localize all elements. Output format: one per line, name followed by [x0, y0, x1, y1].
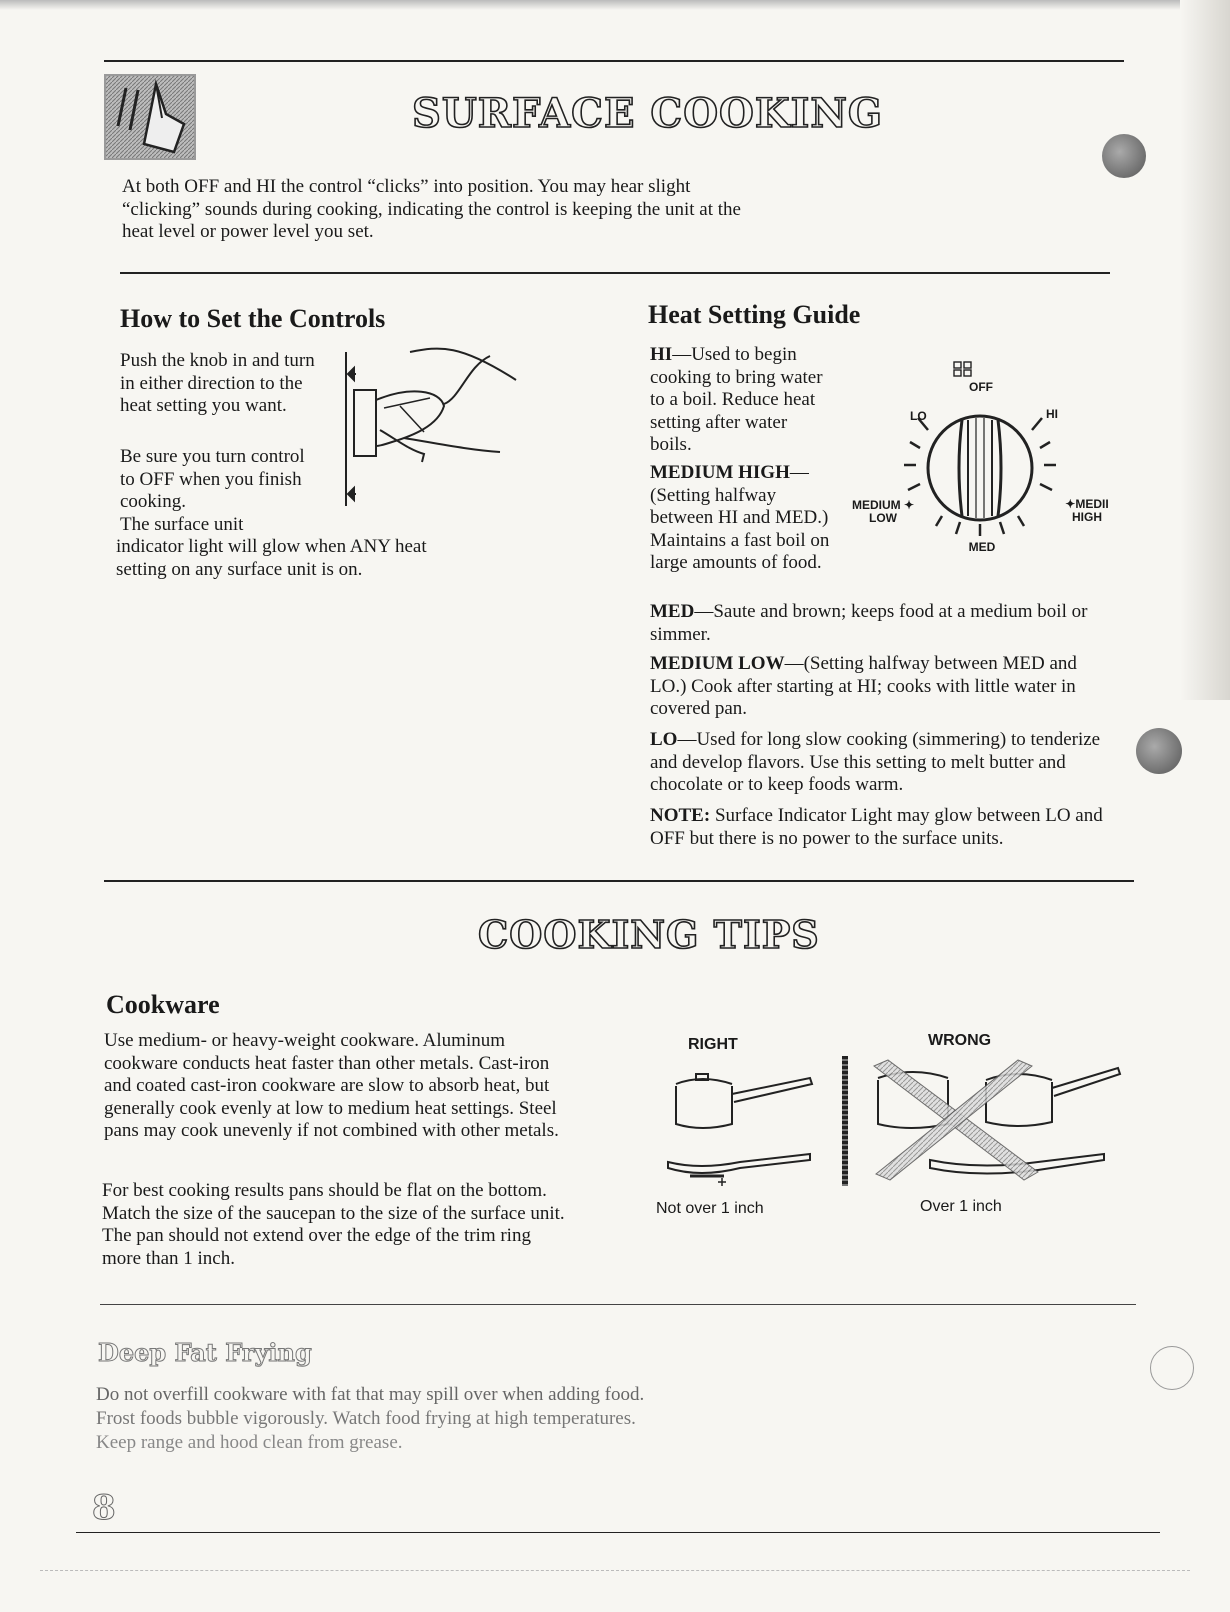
deep-fry-top-rule: [100, 1304, 1136, 1305]
binder-hole-top: [1102, 134, 1146, 178]
controls-p3-a: The surface unit: [120, 514, 244, 535]
guide-med-term: MED: [650, 601, 695, 622]
dial-label-medium-low-1: MEDIUM: [851, 498, 901, 512]
guide-lo: [650, 729, 1120, 797]
guide-note-text: Surface Indicator Light may glow between LO and OFF but there is no power to the surface units.: [650, 805, 1103, 849]
scan-top-edge: [0, 0, 1230, 10]
scan-right-edge: [1180, 0, 1230, 700]
guide-lo-term: LO: [650, 729, 678, 750]
guide-mh-text: — (Setting halfway between HI and MED.) Maintains a fast boil on large amounts of food.: [650, 462, 830, 573]
cookware-heading: Cookware: [106, 990, 220, 1019]
dial-label-medium-high-2: HIGH: [1072, 510, 1102, 524]
dial-label-medium-low-2: LOW: [869, 511, 897, 525]
controls-p1: Push the knob in and turn in either direction to the heat setting you want.: [120, 350, 315, 416]
dial-mh-indicator-icon: ✦: [1065, 497, 1076, 511]
guide-lo-text: —Used for long slow cooking (simmering) to tenderize and develop flavors. Use this setting to melt butter and chocolate or to keep foods warm.: [650, 729, 1101, 795]
tips-top-rule: [104, 880, 1134, 882]
dial-label-medium-high: [1052, 498, 1122, 524]
guide-heading: Heat Setting Guide: [648, 300, 861, 329]
dial-label-medium-high-1: MEDII: [1075, 497, 1109, 511]
surface-cooking-logo: [104, 74, 196, 160]
dial-ml-indicator-icon: ✦: [903, 498, 915, 512]
controls-p3-b: indicator light will glow when ANY heat setting on any surface unit is on.: [116, 536, 427, 580]
right-label: RIGHT: [688, 1036, 738, 1053]
cookware-p2: For best cooking results pans should be flat on the bottom. Match the size of the saucepan to the size of the surface unit. The pan should not extend over the edge of the trim ring more than 1 inch.: [102, 1180, 565, 1269]
right-wrong-divider: [842, 1056, 848, 1186]
guide-medium-low: [650, 653, 1110, 721]
fry-line-2: Frost foods bubble vigorously. Watch food frying at high temperatures.: [96, 1408, 636, 1429]
guide-hi: [650, 344, 830, 457]
controls-heading: How to Set the Controls: [120, 304, 386, 333]
dial-label-off: OFF: [969, 380, 993, 394]
cookware-p1: Use medium- or heavy-weight cookware. Aluminum cookware conducts heat faster than other metals. Cast-iron and coated cast-iron cookware are slow to absorb heat, but generally cook evenly at low to medium heat settings. Steel pans may cook unevenly if not combined with other metals.: [104, 1030, 559, 1141]
guide-med-text: —Saute and brown; keeps food at a medium boil or simmer.: [650, 601, 1088, 645]
page-number: 8: [92, 1488, 116, 1528]
right-caption: Not over 1 inch: [656, 1200, 764, 1217]
fry-line-1: Do not overfill cookware with fat that may spill over when adding food.: [96, 1384, 645, 1405]
wrong-pans-illustration: [868, 1052, 1128, 1192]
header-top-rule: [104, 60, 1124, 62]
cooking-tips-title: COOKING TIPS: [478, 912, 820, 957]
deep-fat-frying-heading: Deep Fat Frying: [98, 1338, 312, 1367]
guide-hi-term: HI: [650, 344, 673, 365]
intro-paragraph: At both OFF and HI the control “clicks” into position. You may hear slight “clicking” sounds during cooking, indicating the control is keeping the unit at the heat level or power level you set.: [122, 176, 741, 242]
wrong-caption: Over 1 inch: [920, 1198, 1002, 1215]
dial-label-med: MED: [968, 540, 996, 554]
control-dial-diagram: [840, 350, 1120, 570]
guide-mh-term: MEDIUM HIGH: [650, 462, 790, 483]
intro-bottom-rule: [120, 272, 1110, 274]
guide-hi-text: —Used to begin cooking to bring water to a boil. Reduce heat setting after water boils.: [650, 344, 823, 455]
page-title: SURFACE COOKING: [412, 90, 884, 137]
dial-label-lo: LO: [910, 409, 927, 423]
controls-p2: Be sure you turn control to OFF when you finish cooking.: [120, 446, 305, 512]
fry-line-3: Keep range and hood clean from grease.: [96, 1432, 403, 1453]
guide-note: [650, 805, 1110, 850]
guide-note-term: NOTE:: [650, 805, 711, 826]
right-pan-illustration: [660, 1062, 830, 1192]
wrong-label: WRONG: [928, 1032, 992, 1049]
scan-bottom-noise: [40, 1570, 1190, 1571]
guide-med: [650, 601, 1090, 646]
guide-ml-term: MEDIUM LOW: [650, 653, 785, 674]
dial-label-hi: HI: [1046, 407, 1058, 421]
knob-hand-illustration: [340, 346, 530, 516]
footer-rule: [76, 1532, 1160, 1533]
dial-label-medium-low: [848, 499, 918, 525]
binder-hole-bottom: [1150, 1346, 1194, 1390]
binder-hole-middle: [1136, 728, 1182, 774]
guide-ml-text: —(Setting halfway between MED and LO.) Cook after starting at HI; cooks with little water in covered pan.: [650, 653, 1077, 719]
guide-medium-high: [650, 462, 830, 575]
